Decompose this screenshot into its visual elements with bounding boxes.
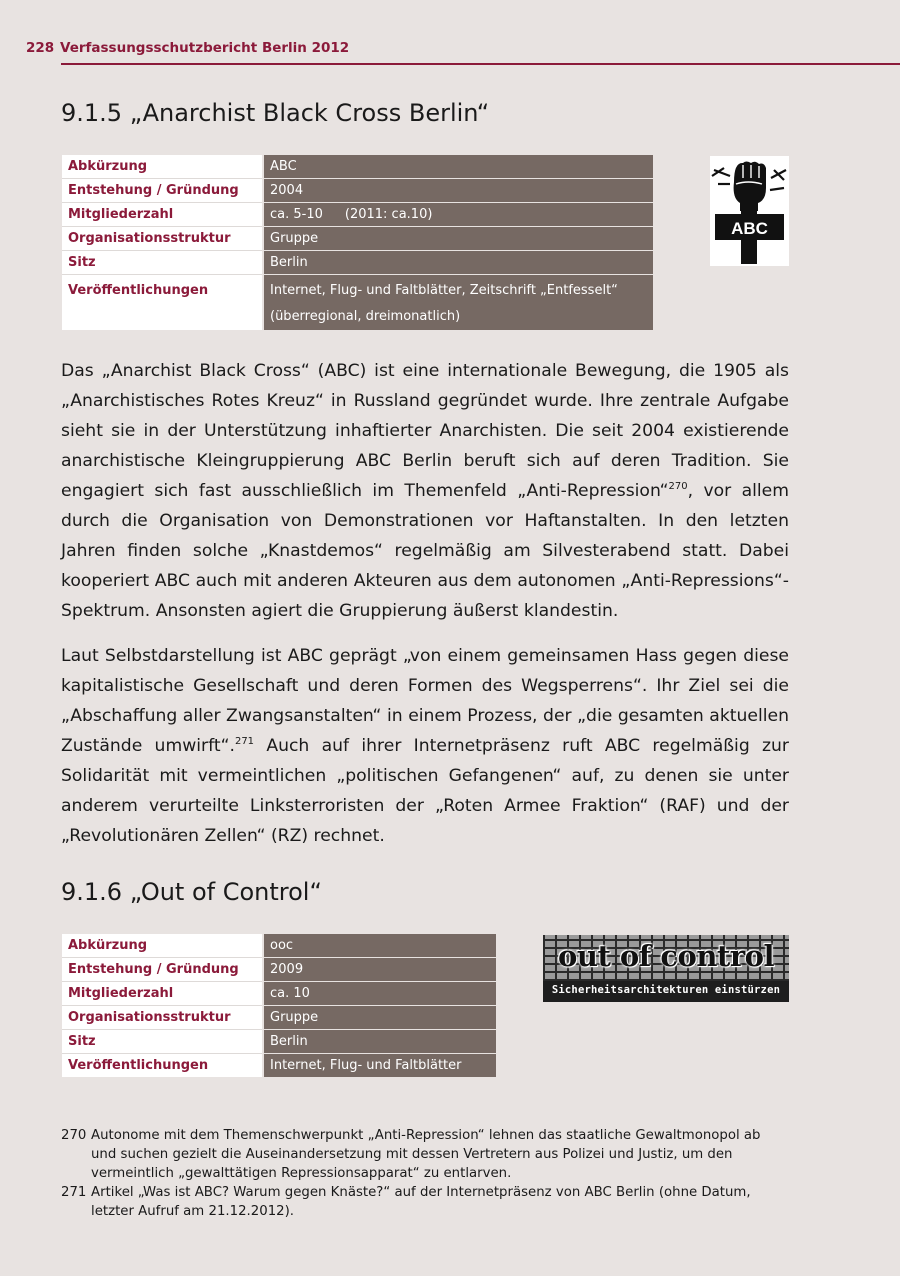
row-label: Sitz xyxy=(62,1030,263,1054)
row-label: Organisationsstruktur xyxy=(62,227,263,251)
paragraph-abc-2 xyxy=(61,641,789,851)
footnote-number: 270 xyxy=(61,1128,87,1143)
row-label: Abkürzung xyxy=(62,934,263,958)
footnotes xyxy=(61,1126,781,1221)
row-label: Organisationsstruktur xyxy=(62,1006,263,1030)
table-row xyxy=(62,982,496,1006)
section-heading-abc: 9.1.5 „Anarchist Black Cross Berlin“ xyxy=(61,99,490,127)
footnote-ref-270[interactable]: 270 xyxy=(668,481,688,492)
row-value-publications xyxy=(263,275,653,331)
table-row xyxy=(62,934,496,958)
row-label: Abkürzung xyxy=(62,155,263,179)
page-number: 228 xyxy=(26,40,55,56)
footnote-number: 271 xyxy=(61,1185,87,1200)
table-row xyxy=(62,203,653,227)
table-row xyxy=(62,958,496,982)
table-row xyxy=(62,227,653,251)
row-value: Gruppe xyxy=(263,227,653,251)
row-value: ooc xyxy=(263,934,496,958)
publications-line1: Internet, Flug- und Faltblätter, Zeitschrift „Entfesselt“ xyxy=(270,283,618,298)
table-row xyxy=(62,1006,496,1030)
publications-line2: (überregional, dreimonatlich) xyxy=(270,309,461,324)
row-value: Gruppe xyxy=(263,1006,496,1030)
row-value: ABC xyxy=(263,155,653,179)
abc-logo-text: ABC xyxy=(731,219,768,238)
paragraph-abc-1 xyxy=(61,356,789,626)
running-head xyxy=(26,40,900,56)
raised-fist-icon xyxy=(710,156,789,266)
running-title: Verfassungsschutzbericht Berlin 2012 xyxy=(60,40,350,56)
footnote-270 xyxy=(61,1126,781,1183)
table-row xyxy=(62,179,653,203)
row-label: Mitgliederzahl xyxy=(62,203,263,227)
row-label: Entstehung / Gründung xyxy=(62,958,263,982)
ooc-logo-subtitle: Sicherheitsarchitekturen einstürzen xyxy=(551,984,781,996)
paragraph-text: , vor allem durch die Organisation von Demonstrationen vor Haftanstalten. In den letzten Jahren finden solche „Knastdemos“ regelmäßig am Silvesterabend statt. Dabei kooperiert ABC auch mit anderen Akteuren aus dem autonomen „Anti-Repressions“-Spektrum. Ansonsten agiert die Gruppierung äußerst klandestin. xyxy=(61,481,790,621)
section-heading-ooc: 9.1.6 „Out of Control“ xyxy=(61,878,322,906)
row-value: 2009 xyxy=(263,958,496,982)
table-row xyxy=(62,251,653,275)
ooc-logo xyxy=(543,935,789,1002)
members-previous: (2011: ca.10) xyxy=(344,207,433,222)
row-label: Mitgliederzahl xyxy=(62,982,263,1006)
row-label: Veröffentlichungen xyxy=(62,1054,263,1078)
footnote-271 xyxy=(61,1183,781,1221)
paragraph-text: Auch auf ihrer Internetpräsenz ruft ABC regelmäßig zur Solidarität mit vermeintlichen „politischen Gefangenen“ auf, zu denen sie unter anderem verurteilte Linksterroristen der „Roten Armee Fraktion“ (RAF) und der „Revolutionären Zellen“ (RZ) rechnet. xyxy=(61,736,790,846)
table-row xyxy=(62,1054,496,1078)
paragraph-text: Das „Anarchist Black Cross“ (ABC) ist eine internationale Bewegung, die 1905 als „Anarchistisches Rotes Kreuz“ in Russland gegründet wurde. Ihre zentrale Aufgabe sieht sie in der Unterstützung inhaftierter Anarchisten. Die seit 2004 existierende anarchistische Kleingruppierung ABC Berlin beruft sich auf deren Tradition. Sie engagiert sich fast ausschließlich im Themenfeld „Anti-Repression“ xyxy=(61,361,789,501)
row-label: Entstehung / Gründung xyxy=(62,179,263,203)
members-value: ca. 5-10 xyxy=(270,207,323,222)
abc-logo xyxy=(710,156,789,266)
ooc-logo-title: out of control xyxy=(558,939,774,973)
header-rule xyxy=(61,63,900,65)
row-value-members xyxy=(263,203,653,227)
footnote-text: Autonome mit dem Themenschwerpunkt „Anti-Repression“ lehnen das staatliche Gewaltmonopol ab und suchen gezielt die Auseinandersetzung mit dessen Vertretern aus Polizei und Justiz, um den vermeintlich „gewalttätigen Repressionsapparat“ zu entlarven. xyxy=(91,1128,761,1181)
row-value: Internet, Flug- und Faltblätter xyxy=(263,1054,496,1078)
row-label: Veröffentlichungen xyxy=(62,275,263,331)
row-value: Berlin xyxy=(263,251,653,275)
footnote-text: Artikel „Was ist ABC? Warum gegen Knäste?“ auf der Internetpräsenz von ABC Berlin (ohne Datum, letzter Aufruf am 21.12.2012). xyxy=(91,1185,751,1219)
row-value: 2004 xyxy=(263,179,653,203)
row-value: ca. 10 xyxy=(263,982,496,1006)
abc-info-table xyxy=(62,155,653,330)
footnote-ref-271[interactable]: 271 xyxy=(234,736,255,747)
row-value: Berlin xyxy=(263,1030,496,1054)
ooc-info-table xyxy=(62,934,496,1077)
table-row xyxy=(62,155,653,179)
row-label: Sitz xyxy=(62,251,263,275)
paragraph-text: Laut Selbstdarstellung ist ABC geprägt „von einem gemeinsamen Hass gegen diese kapitalistische Gesellschaft und deren Formen des Wegsperrens“. Ihr Ziel sei die „Abschaffung aller Zwangsanstalten“ in einem Prozess, der „die gesamten aktuellen Zustände umwirft“. xyxy=(61,646,789,756)
table-row xyxy=(62,275,653,331)
table-row xyxy=(62,1030,496,1054)
